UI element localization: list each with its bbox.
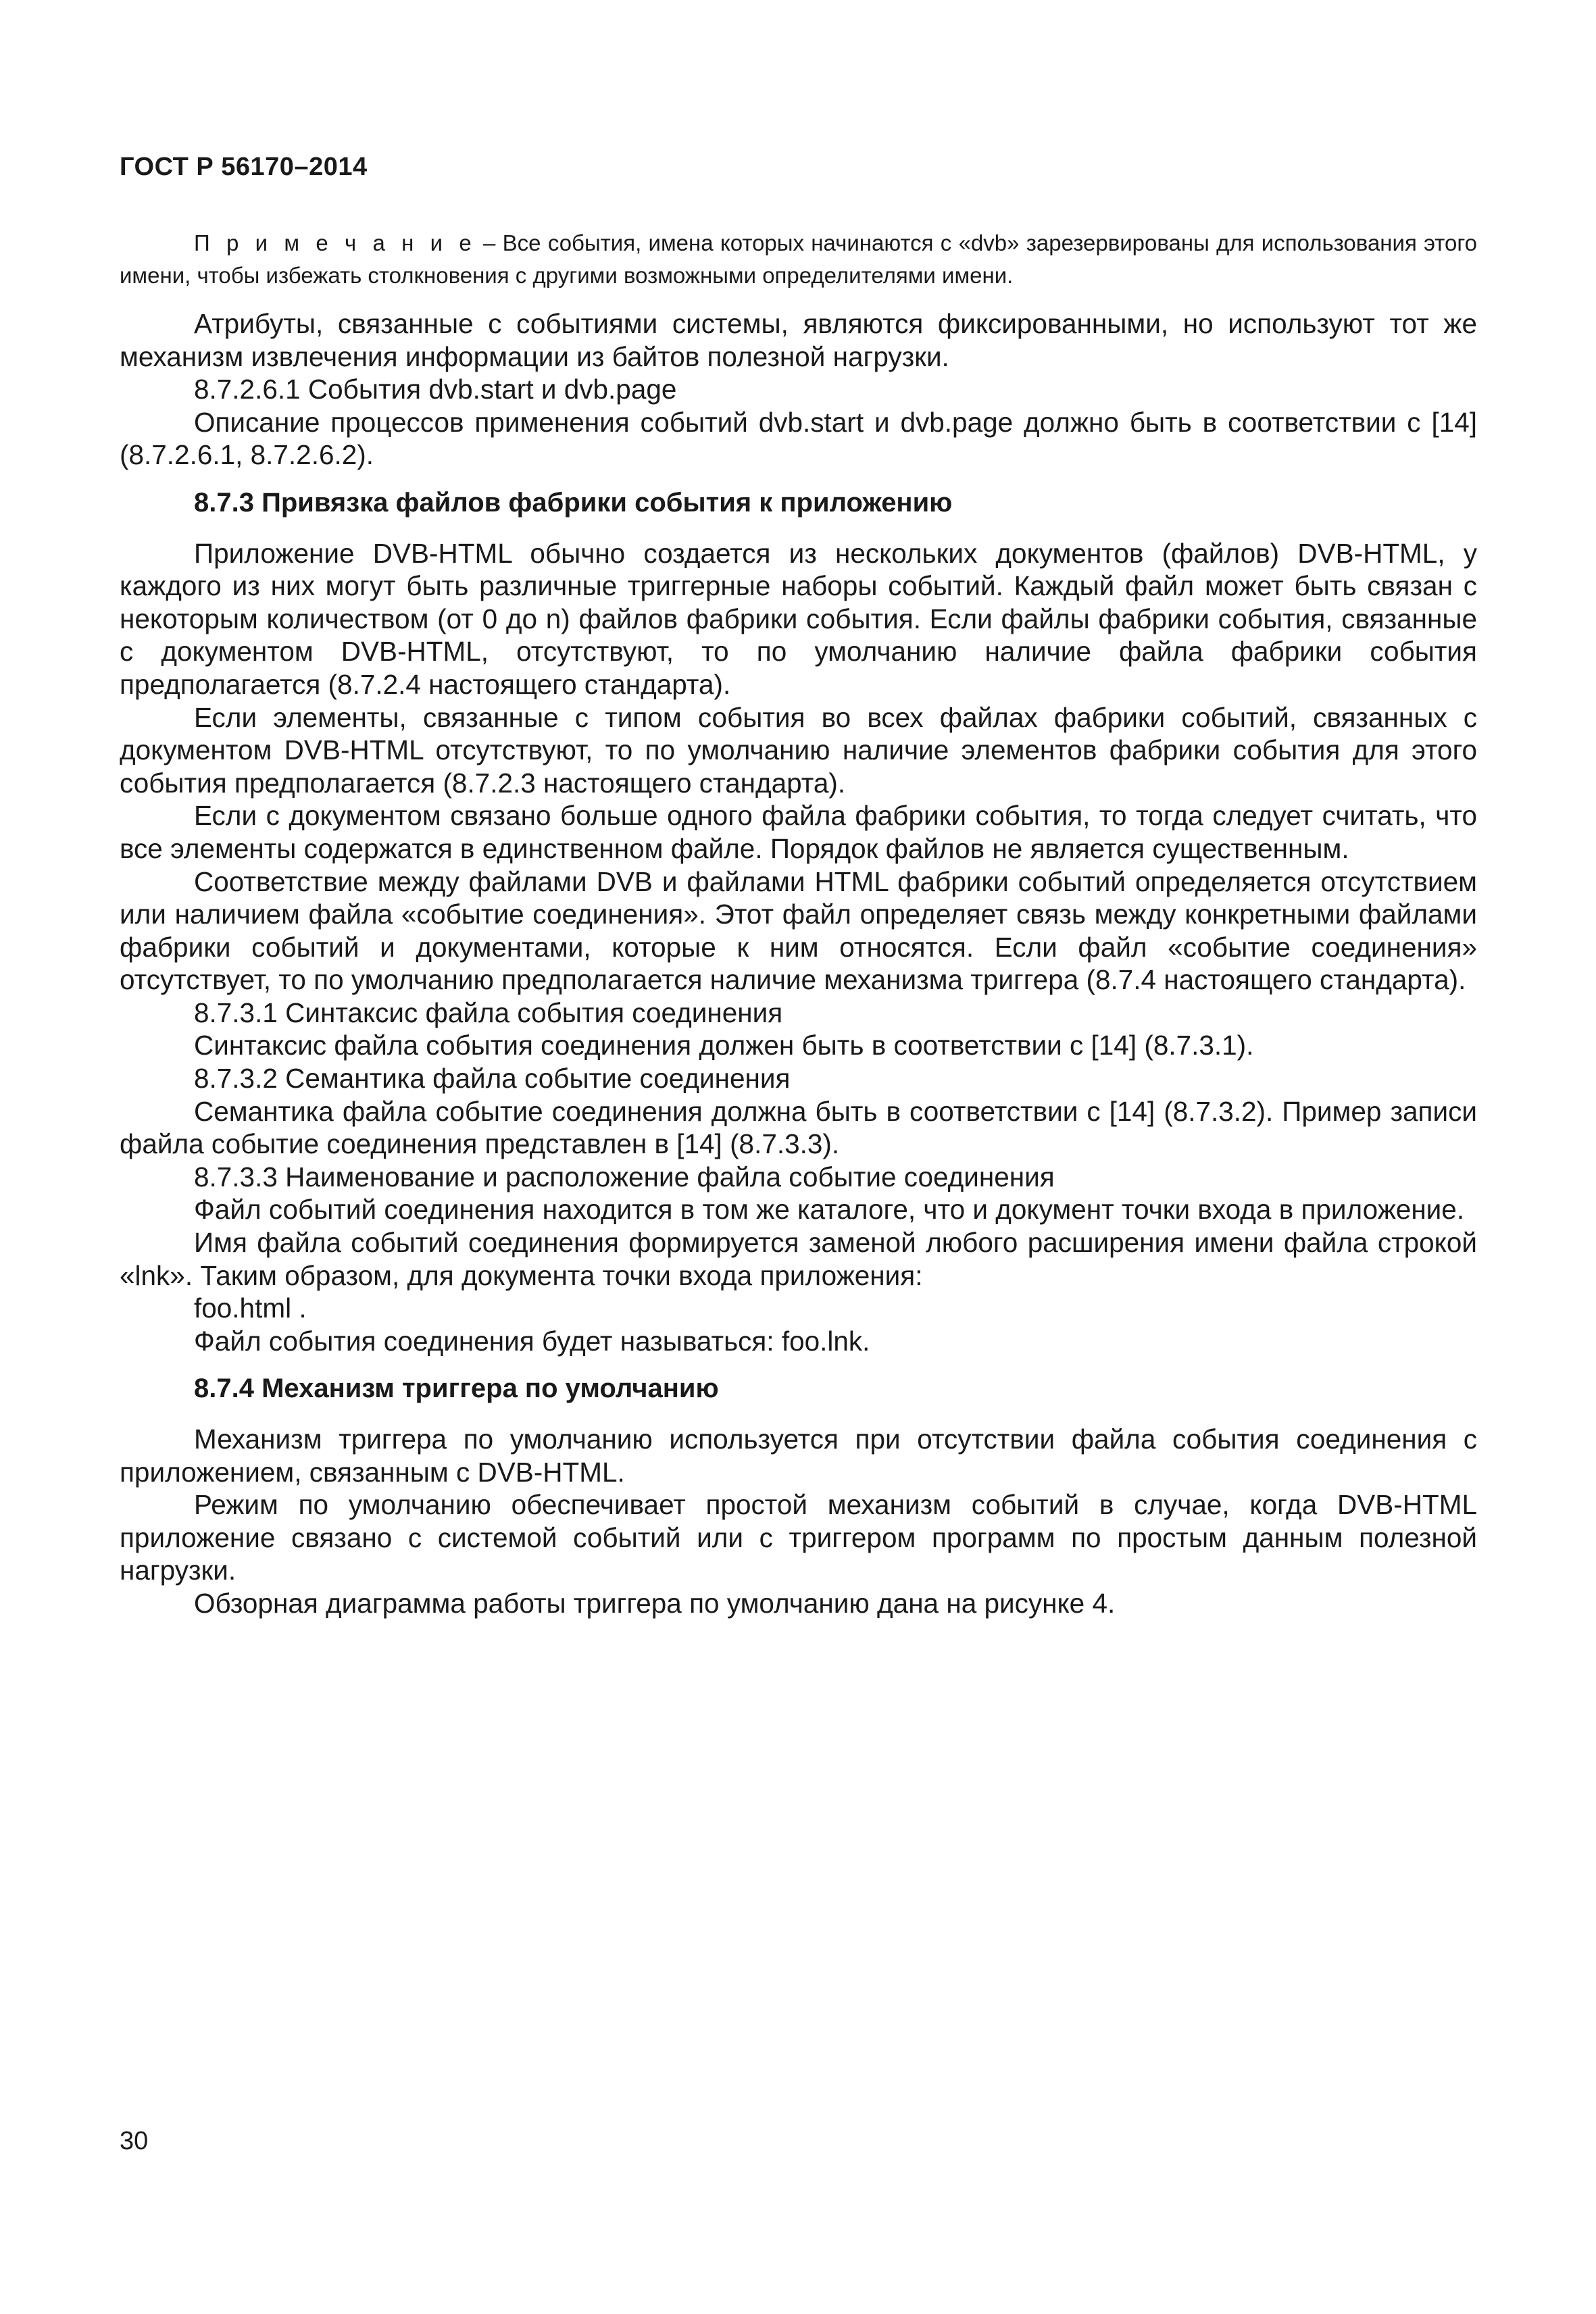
note-text: – Все события, имена которых начинаются с «dvb» зарезервированы для использования этого имени, чтобы избежать столкновения с другими возможными определителями имени. xyxy=(120,230,1477,288)
code-example: foo.html . xyxy=(194,1292,307,1324)
clause-heading-8-7-3-1: 8.7.3.1 Синтаксис файла события соединения xyxy=(194,997,783,1028)
document-page xyxy=(120,0,1477,2314)
section-heading-8-7-4: 8.7.4 Механизм триггера по умолчанию xyxy=(194,1374,719,1404)
clause-heading-8-7-2-6-1: 8.7.2.6.1 События dvb.start и dvb.page xyxy=(194,374,677,405)
paragraph: Механизм триггера по умолчанию используется при отсутствии файла события соединения с приложением, связанным с DVB-HTML. xyxy=(120,1424,1477,1488)
section-heading-8-7-3: 8.7.3 Привязка файлов фабрики события к приложению xyxy=(194,487,953,518)
clause-heading-8-7-3-2: 8.7.3.2 Семантика файла событие соединения xyxy=(194,1063,791,1095)
paragraph: Если элементы, связанные с типом события во всех файлах фабрики событий, связанных с документом DVB-HTML отсутствуют, то по умолчанию наличие элементов фабрики события для этого события предполагается (8.7.2.3 настоящего стандарта). xyxy=(120,701,1477,799)
paragraph: Если с документом связано больше одного файла фабрики события, то тогда следует считать, что все элементы содержатся в единственном файле. Порядок файлов не является существенным. xyxy=(120,800,1477,864)
paragraph: Описание процессов применения событий dvb.start и dvb.page должно быть в соответствии с [14] (8.7.2.6.1, 8.7.2.6.2). xyxy=(120,406,1477,471)
paragraph: Приложение DVB-HTML обычно создается из нескольких документов (файлов) DVB-HTML, у каждого из них могут быть различные триггерные наборы событий. Каждый файл может быть связан с некоторым количеством (от 0 до n) файлов фабрики события. Если файлы фабрики события, связанные с документом DVB-HTML, отсутствуют, то по умолчанию наличие файла фабрики события предполагается (8.7.2.4 настоящего стандарта). xyxy=(120,537,1477,700)
body-text xyxy=(120,307,1477,1620)
paragraph: Атрибуты, связанные с событиями системы, являются фиксированными, но используют тот же механизм извлечения информации из байтов полезной нагрузки. xyxy=(120,308,1477,372)
paragraph: Обзорная диаграмма работы триггера по умолчанию дана на рисунке 4. xyxy=(194,1587,1116,1619)
paragraph: Режим по умолчанию обеспечивает простой механизм событий в случае, когда DVB-HTML приложение связано с системой событий или с триггером программ по простым данным полезной нагрузки. xyxy=(120,1489,1477,1586)
paragraph: Файл событий соединения находится в том же каталоге, что и документ точки входа в приложение. xyxy=(194,1194,1465,1226)
note-paragraph xyxy=(120,227,1477,292)
page-number: 30 xyxy=(120,2127,149,2155)
note-label: П р и м е ч а н и е xyxy=(194,230,476,255)
paragraph: Соответствие между файлами DVB и файлами HTML фабрики событий определяется отсутствием или наличием файла «событие соединения». Этот файл определяет связь между конкретными файлами фабрики событий и документами, которые к ним относятся. Если файл «событие соединения» отсутствует, то по умолчанию предполагается наличие механизма триггера (8.7.4 настоящего стандарта). xyxy=(120,865,1477,996)
document-code-header: ГОСТ Р 56170–2014 xyxy=(120,153,368,181)
clause-heading-8-7-3-3: 8.7.3.3 Наименование и расположение файла событие соединения xyxy=(194,1161,1055,1192)
paragraph: Имя файла событий соединения формируется заменой любого расширения имени файла строкой «lnk». Таким образом, для документа точки входа приложения: xyxy=(120,1227,1477,1291)
paragraph: Синтаксис файла события соединения должен быть в соответствии с [14] (8.7.3.1). xyxy=(194,1030,1254,1061)
paragraph: Файл события соединения будет называться: foo.lnk. xyxy=(194,1325,870,1357)
paragraph: Семантика файла событие соединения должна быть в соответствии с [14] (8.7.3.2). Пример записи файла событие соединения представлен в [14] (8.7.3.3). xyxy=(120,1095,1477,1160)
